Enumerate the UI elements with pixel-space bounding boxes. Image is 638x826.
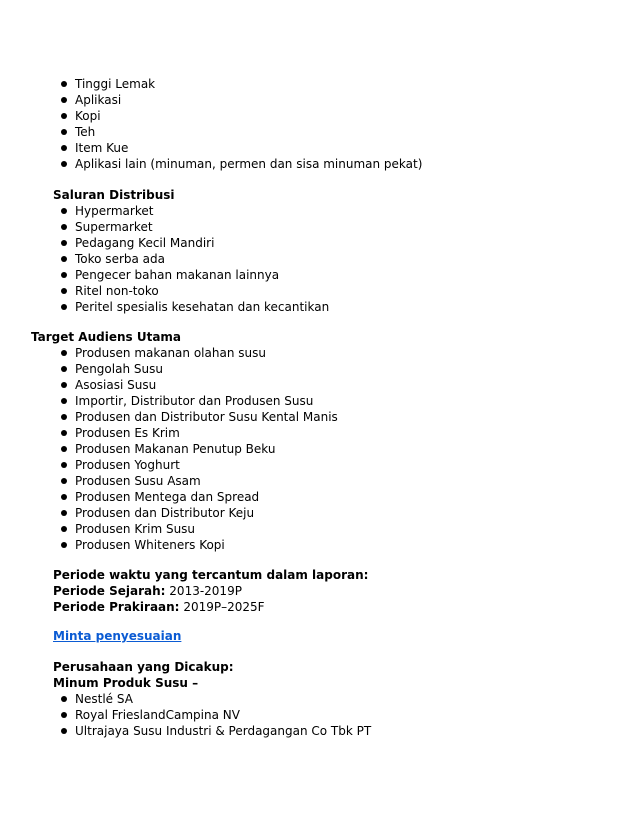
bullet-icon bbox=[61, 398, 67, 404]
list-item-text: Toko serba ada bbox=[75, 252, 165, 266]
list-item-text: Produsen Mentega dan Spread bbox=[75, 490, 260, 504]
forecast-period bbox=[53, 599, 265, 615]
bullet-icon bbox=[61, 478, 67, 484]
bullet-icon bbox=[61, 97, 67, 103]
bullet-icon bbox=[61, 288, 67, 294]
history-label: Periode Sejarah: bbox=[53, 584, 166, 598]
bullet-icon bbox=[61, 256, 67, 262]
customize-link[interactable]: Minta penyesuaian bbox=[53, 629, 182, 643]
history-period bbox=[53, 583, 242, 599]
list-item-text: Ultrajaya Susu Industri & Perdagangan Co Tbk PT bbox=[75, 724, 372, 738]
bullet-icon bbox=[61, 696, 67, 702]
list-item-text: Importir, Distributor dan Produsen Susu bbox=[75, 394, 314, 408]
bullet-icon bbox=[61, 145, 67, 151]
list-item-text: Produsen Yoghurt bbox=[75, 458, 180, 472]
forecast-label: Periode Prakiraan: bbox=[53, 600, 180, 614]
forecast-value: 2019P–2025F bbox=[183, 600, 265, 614]
list-item-text: Tinggi Lemak bbox=[75, 77, 156, 91]
bullet-icon bbox=[61, 382, 67, 388]
list-item-text: Produsen Krim Susu bbox=[75, 522, 196, 536]
customize-link-wrap bbox=[53, 628, 181, 644]
list-item-text: Pengolah Susu bbox=[75, 362, 163, 376]
list-item-text: Nestlé SA bbox=[75, 692, 133, 706]
bullet-icon bbox=[61, 542, 67, 548]
list-item-text: Produsen Es Krim bbox=[75, 426, 180, 440]
list-item-text: Aplikasi bbox=[75, 93, 122, 107]
list-item-text: Pedagang Kecil Mandiri bbox=[75, 236, 215, 250]
list-item-text: Item Kue bbox=[75, 141, 129, 155]
list-item-text: Kopi bbox=[75, 109, 101, 123]
companies-heading: Perusahaan yang Dicakup: bbox=[53, 660, 234, 674]
list-item-text: Teh bbox=[75, 125, 96, 139]
list-item-text: Supermarket bbox=[75, 220, 153, 234]
list-item-text: Ritel non-toko bbox=[75, 284, 159, 298]
bullet-icon bbox=[61, 272, 67, 278]
bullet-icon bbox=[61, 129, 67, 135]
list-item-text: Peritel spesialis kesehatan dan kecantikan bbox=[75, 300, 330, 314]
bullet-icon bbox=[61, 430, 67, 436]
list-item-text: Produsen dan Distributor Susu Kental Manis bbox=[75, 410, 338, 424]
bullet-icon bbox=[61, 510, 67, 516]
list-item-text: Asosiasi Susu bbox=[75, 378, 157, 392]
companies-subheading: Minum Produk Susu – bbox=[53, 676, 199, 690]
bullet-icon bbox=[61, 728, 67, 734]
bullet-icon bbox=[61, 161, 67, 167]
bullet-icon bbox=[61, 350, 67, 356]
bullet-icon bbox=[61, 526, 67, 532]
list-item-text: Royal FrieslandCampina NV bbox=[75, 708, 240, 722]
distribution-heading: Saluran Distribusi bbox=[53, 188, 175, 202]
bullet-icon bbox=[61, 240, 67, 246]
bullet-icon bbox=[61, 224, 67, 230]
list-item-text: Produsen Whiteners Kopi bbox=[75, 538, 225, 552]
bullet-icon bbox=[61, 414, 67, 420]
bullet-icon bbox=[61, 81, 67, 87]
bullet-icon bbox=[61, 366, 67, 372]
list-item-text: Produsen dan Distributor Keju bbox=[75, 506, 255, 520]
bullet-icon bbox=[61, 208, 67, 214]
bullet-icon bbox=[61, 712, 67, 718]
bullet-icon bbox=[61, 113, 67, 119]
bullet-icon bbox=[61, 304, 67, 310]
history-value: 2013-2019P bbox=[169, 584, 242, 598]
list-item-text: Aplikasi lain (minuman, permen dan sisa minuman pekat) bbox=[75, 157, 423, 171]
list-item-text: Pengecer bahan makanan lainnya bbox=[75, 268, 280, 282]
audience-heading: Target Audiens Utama bbox=[31, 330, 182, 344]
bullet-icon bbox=[61, 494, 67, 500]
bullet-icon bbox=[61, 462, 67, 468]
bullet-icon bbox=[61, 446, 67, 452]
period-heading: Periode waktu yang tercantum dalam laporan: bbox=[53, 568, 369, 582]
list-item-text: Produsen makanan olahan susu bbox=[75, 346, 266, 360]
list-item-text: Produsen Susu Asam bbox=[75, 474, 201, 488]
list-item-text: Hypermarket bbox=[75, 204, 154, 218]
list-item-text: Produsen Makanan Penutup Beku bbox=[75, 442, 276, 456]
